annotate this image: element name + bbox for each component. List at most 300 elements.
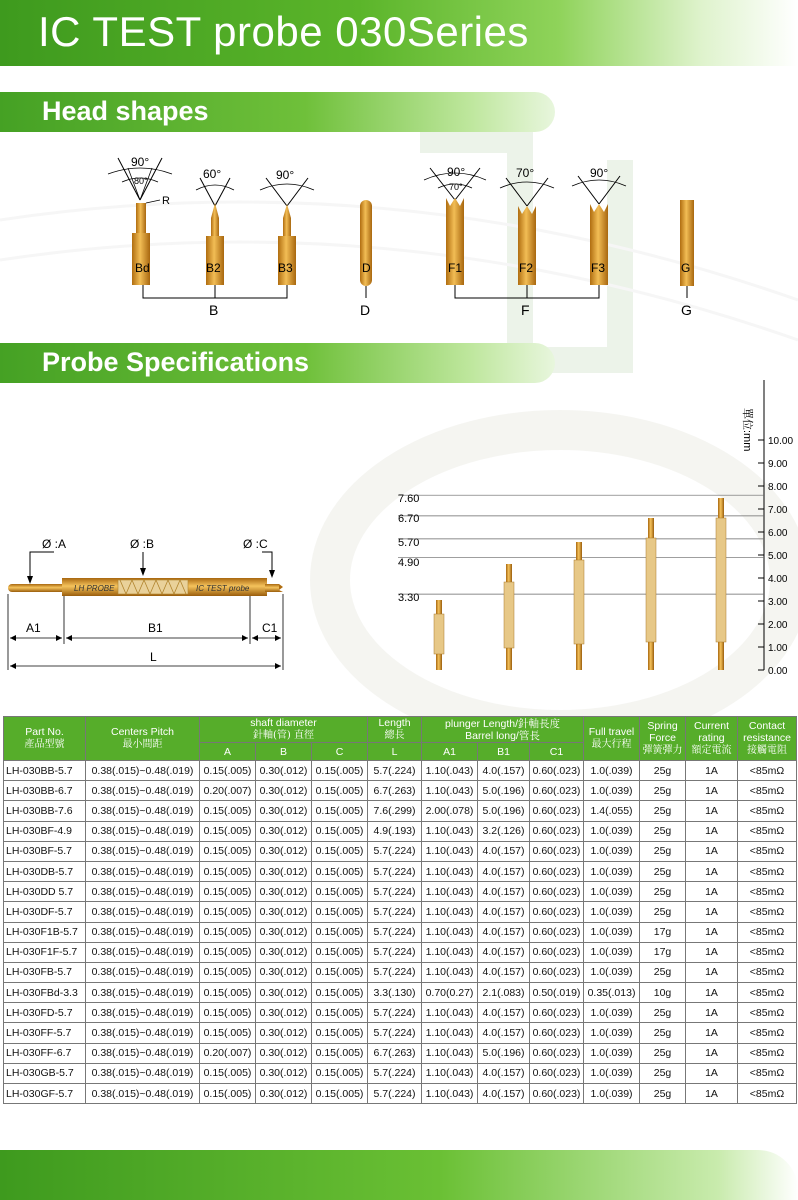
table-cell: 0.30(.012) [256, 922, 312, 942]
table-cell: 0.60(.023) [530, 882, 584, 902]
table-cell: 0.15(.005) [312, 761, 368, 781]
table-cell: 0.38(.015)~0.48(.019) [86, 1084, 200, 1104]
group-label-f: F [521, 302, 530, 318]
table-cell: 0.15(.005) [312, 1043, 368, 1063]
table-cell: 1A [686, 861, 738, 881]
table-row [4, 761, 797, 781]
table-cell: 0.30(.012) [256, 821, 312, 841]
table-cell: 0.15(.005) [312, 962, 368, 982]
table-cell: 0.70(0.27) [422, 983, 478, 1003]
len-a1-label: A1 [26, 621, 41, 635]
table-cell: 5.7(.224) [368, 1023, 422, 1043]
table-cell: 1.0(.039) [584, 922, 640, 942]
unit-label: 單位:mm [741, 408, 753, 452]
table-cell: 0.38(.015)~0.48(.019) [86, 902, 200, 922]
table-cell: 0.15(.005) [200, 1023, 256, 1043]
scale-tick-label: 4.00 [768, 574, 788, 585]
table-cell: 1.10(.043) [422, 781, 478, 801]
table-cell: 0.15(.005) [312, 882, 368, 902]
scale-tick-label: 3.00 [768, 597, 788, 608]
head-shapes-heading: Head shapes [42, 96, 209, 126]
probe-label: D [362, 261, 371, 275]
table-cell: <85mΩ [738, 962, 797, 982]
table-cell: <85mΩ [738, 801, 797, 821]
table-cell: <85mΩ [738, 761, 797, 781]
table-cell: 1.0(.039) [584, 1043, 640, 1063]
table-cell: 25g [640, 902, 686, 922]
angle-label: 90° [276, 168, 295, 182]
table-cell: 4.0(.157) [478, 1023, 530, 1043]
table-cell: <85mΩ [738, 983, 797, 1003]
table-cell: 0.30(.012) [256, 962, 312, 982]
table-cell: 1A [686, 1023, 738, 1043]
probe-b3 [260, 168, 314, 285]
length-label: 4.90 [398, 557, 420, 569]
table-cell: 6.7(.263) [368, 1043, 422, 1063]
table-cell: <85mΩ [738, 922, 797, 942]
table-cell: 0.60(.023) [530, 1043, 584, 1063]
table-cell: 1A [686, 1063, 738, 1083]
length-label: 6.70 [398, 513, 420, 525]
scale-probe [434, 600, 444, 670]
table-cell: 4.0(.157) [478, 841, 530, 861]
table-cell: 25g [640, 1023, 686, 1043]
table-cell: <85mΩ [738, 1023, 797, 1043]
table-cell: 1.0(.039) [584, 1023, 640, 1043]
table-cell: 1A [686, 983, 738, 1003]
table-cell: 5.0(.196) [478, 801, 530, 821]
table-row [4, 882, 797, 902]
table-cell: 0.30(.012) [256, 861, 312, 881]
part-number-cell: LH-030F1B-5.7 [4, 922, 86, 942]
table-cell: 0.15(.005) [200, 761, 256, 781]
len-b1-label: B1 [148, 621, 163, 635]
table-row [4, 922, 797, 942]
table-cell: 1A [686, 942, 738, 962]
table-row [4, 1063, 797, 1083]
col-length: Length 總長 [368, 717, 422, 743]
table-cell: 0.30(.012) [256, 983, 312, 1003]
table-cell: 1.10(.043) [422, 882, 478, 902]
table-cell: 1A [686, 781, 738, 801]
scale-tick-label: 6.00 [768, 528, 788, 539]
table-cell: 1A [686, 1003, 738, 1023]
table-cell: 2.00(.078) [422, 801, 478, 821]
table-cell: 0.60(.023) [530, 861, 584, 881]
table-cell: 0.15(.005) [312, 841, 368, 861]
table-cell: 4.0(.157) [478, 1003, 530, 1023]
dia-a-label: Ø :A [42, 537, 67, 551]
table-cell: 0.30(.012) [256, 761, 312, 781]
table-cell: 4.0(.157) [478, 902, 530, 922]
table-cell: 1.0(.039) [584, 902, 640, 922]
table-cell: 0.15(.005) [200, 882, 256, 902]
angle-label: 90° [131, 155, 150, 169]
col-current: Current rating 額定電流 [686, 717, 738, 761]
table-cell: 6.7(.263) [368, 781, 422, 801]
probe-label: B3 [278, 261, 293, 275]
table-cell: 5.7(.224) [368, 902, 422, 922]
table-cell: 1.10(.043) [422, 942, 478, 962]
table-row [4, 1084, 797, 1104]
table-row [4, 983, 797, 1003]
angle-label: 70° [449, 182, 463, 192]
length-label: 5.70 [398, 537, 420, 549]
table-cell: 0.38(.015)~0.48(.019) [86, 922, 200, 942]
table-cell: 0.15(.005) [200, 821, 256, 841]
table-cell: 4.0(.157) [478, 861, 530, 881]
table-cell: 0.15(.005) [200, 1063, 256, 1083]
table-cell: 1.0(.039) [584, 841, 640, 861]
table-cell: 5.7(.224) [368, 962, 422, 982]
probe-f2 [500, 166, 554, 285]
probe-label: B2 [206, 261, 221, 275]
sub-b1: B1 [478, 743, 530, 761]
scale-tick-label: 9.00 [768, 459, 788, 470]
table-cell: 0.15(.005) [312, 861, 368, 881]
table-cell: 0.15(.005) [312, 781, 368, 801]
part-number-cell: LH-030BB-6.7 [4, 781, 86, 801]
table-cell: 4.9(.193) [368, 821, 422, 841]
table-cell: 1A [686, 902, 738, 922]
table-cell: 0.38(.015)~0.48(.019) [86, 1023, 200, 1043]
table-row [4, 962, 797, 982]
scale-probe [716, 498, 726, 670]
table-cell: 1.0(.039) [584, 962, 640, 982]
col-spring: Spring Force 彈簧彈力 [640, 717, 686, 761]
table-row [4, 1023, 797, 1043]
table-cell: 0.15(.005) [200, 922, 256, 942]
table-cell: <85mΩ [738, 1084, 797, 1104]
table-cell: 0.15(.005) [200, 801, 256, 821]
table-cell: 25g [640, 1003, 686, 1023]
group-label-g: G [681, 302, 692, 318]
table-cell: 0.20(.007) [200, 1043, 256, 1063]
table-cell: 5.7(.224) [368, 882, 422, 902]
scale-probe [574, 542, 584, 670]
table-cell: 1.4(.055) [584, 801, 640, 821]
sub-b: B [256, 743, 312, 761]
dia-b-label: Ø :B [130, 537, 155, 551]
table-cell: 0.38(.015)~0.48(.019) [86, 841, 200, 861]
probe-d [360, 200, 372, 286]
table-row [4, 821, 797, 841]
table-cell: 0.60(.023) [530, 801, 584, 821]
table-cell: <85mΩ [738, 1043, 797, 1063]
table-cell: <85mΩ [738, 841, 797, 861]
table-cell: 5.7(.224) [368, 922, 422, 942]
angle-label: 90° [447, 165, 466, 179]
table-cell: 0.30(.012) [256, 1063, 312, 1083]
table-cell: 4.0(.157) [478, 942, 530, 962]
table-cell: 25g [640, 882, 686, 902]
table-cell: 7.6(.299) [368, 801, 422, 821]
len-c1-label: C1 [262, 621, 278, 635]
table-cell: <85mΩ [738, 781, 797, 801]
table-cell: <85mΩ [738, 902, 797, 922]
table-cell: 0.38(.015)~0.48(.019) [86, 882, 200, 902]
sub-c1: C1 [530, 743, 584, 761]
col-plunger: plunger Length/針軸長度 Barrel long/管長 [422, 717, 584, 743]
part-number-cell: LH-030FF-6.7 [4, 1043, 86, 1063]
table-cell: 4.0(.157) [478, 761, 530, 781]
table-cell: 25g [640, 1084, 686, 1104]
table-cell: 1A [686, 962, 738, 982]
table-cell: 1.10(.043) [422, 1063, 478, 1083]
table-cell: 0.30(.012) [256, 1084, 312, 1104]
table-cell: 1A [686, 922, 738, 942]
table-cell: 25g [640, 821, 686, 841]
table-cell: 5.7(.224) [368, 1003, 422, 1023]
table-cell: 0.60(.023) [530, 1023, 584, 1043]
table-cell: 5.0(.196) [478, 781, 530, 801]
table-cell: 5.0(.196) [478, 1043, 530, 1063]
col-pitch: Centers Pitch 最小間距 [86, 717, 200, 761]
table-row [4, 861, 797, 881]
table-cell: 1A [686, 821, 738, 841]
sub-l: L [368, 743, 422, 761]
table-cell: 1.0(.039) [584, 761, 640, 781]
table-cell: 0.60(.023) [530, 761, 584, 781]
table-cell: 0.30(.012) [256, 902, 312, 922]
table-cell: 1.10(.043) [422, 902, 478, 922]
table-cell: 0.38(.015)~0.48(.019) [86, 1043, 200, 1063]
table-cell: 0.30(.012) [256, 882, 312, 902]
table-cell: 1A [686, 761, 738, 781]
part-number-cell: LH-030BF-5.7 [4, 841, 86, 861]
angle-label: 60° [203, 167, 222, 181]
head-shapes-diagram [0, 148, 798, 348]
scale-tick-label: 10.00 [768, 436, 794, 447]
probe-bd [108, 155, 172, 285]
angle-label: 80° [134, 176, 148, 186]
table-cell: 0.38(.015)~0.48(.019) [86, 821, 200, 841]
angle-label: 90° [590, 166, 609, 180]
table-cell: 1.10(.043) [422, 1084, 478, 1104]
table-cell: 0.30(.012) [256, 1023, 312, 1043]
table-cell: 1.0(.039) [584, 1063, 640, 1083]
group-label-b: B [209, 302, 219, 318]
table-cell: 10g [640, 983, 686, 1003]
dia-c-label: Ø :C [243, 537, 268, 551]
table-cell: 1A [686, 841, 738, 861]
col-travel: Full travel 最大行程 [584, 717, 640, 761]
head-shapes-band [0, 92, 555, 132]
length-label: 3.30 [398, 592, 420, 604]
table-cell: 0.60(.023) [530, 781, 584, 801]
table-cell: 25g [640, 1063, 686, 1083]
table-cell: 0.30(.012) [256, 1043, 312, 1063]
table-cell: 25g [640, 801, 686, 821]
table-cell: 0.20(.007) [200, 781, 256, 801]
table-cell: 0.15(.005) [200, 1003, 256, 1023]
table-cell: 1.0(.039) [584, 781, 640, 801]
table-cell: <85mΩ [738, 1003, 797, 1023]
table-row [4, 1003, 797, 1023]
table-cell: 0.15(.005) [312, 902, 368, 922]
table-row [4, 902, 797, 922]
table-cell: 0.30(.012) [256, 1003, 312, 1023]
table-cell: 0.38(.015)~0.48(.019) [86, 1063, 200, 1083]
table-cell: 1.10(.043) [422, 841, 478, 861]
probe-g [680, 200, 694, 286]
table-cell: 0.38(.015)~0.48(.019) [86, 962, 200, 982]
table-cell: 0.38(.015)~0.48(.019) [86, 861, 200, 881]
col-shaft: shaft diameter 針軸(管) 直徑 [200, 717, 368, 743]
table-cell: 25g [640, 861, 686, 881]
table-cell: 1A [686, 801, 738, 821]
table-cell: 0.15(.005) [200, 942, 256, 962]
table-cell: 0.15(.005) [312, 922, 368, 942]
part-number-cell: LH-030GF-5.7 [4, 1084, 86, 1104]
table-cell: 0.60(.023) [530, 942, 584, 962]
table-cell: 25g [640, 761, 686, 781]
table-cell: 4.0(.157) [478, 1063, 530, 1083]
scale-tick-label: 8.00 [768, 482, 788, 493]
table-cell: 17g [640, 942, 686, 962]
scale-tick-label: 2.00 [768, 620, 788, 631]
col-part-no: Part No. 產品型號 [4, 717, 86, 761]
spec-table [3, 716, 797, 1104]
probe-label: F2 [519, 261, 534, 275]
barrel-text-left: LH PROBE [74, 584, 115, 593]
table-cell: 0.15(.005) [200, 1084, 256, 1104]
table-cell: 5.7(.224) [368, 1084, 422, 1104]
table-cell: 0.15(.005) [312, 1063, 368, 1083]
group-label-d: D [360, 302, 371, 318]
probe-f1 [424, 165, 486, 285]
length-scale-chart [378, 372, 798, 682]
scale-tick-label: 0.00 [768, 666, 788, 677]
table-cell: 0.15(.005) [312, 1084, 368, 1104]
table-cell: 4.0(.157) [478, 922, 530, 942]
table-cell: 1A [686, 1084, 738, 1104]
table-cell: 0.15(.005) [200, 983, 256, 1003]
table-cell: 1.0(.039) [584, 1084, 640, 1104]
table-cell: 5.7(.224) [368, 761, 422, 781]
footer-band [0, 1150, 798, 1200]
table-cell: 1.10(.043) [422, 1023, 478, 1043]
table-cell: 0.15(.005) [200, 902, 256, 922]
sub-a: A [200, 743, 256, 761]
scale-tick-label: 7.00 [768, 505, 788, 516]
table-cell: 0.15(.005) [200, 861, 256, 881]
sub-a1: A1 [422, 743, 478, 761]
table-cell: 1.10(.043) [422, 1043, 478, 1063]
table-cell: 0.30(.012) [256, 801, 312, 821]
table-cell: 0.60(.023) [530, 1003, 584, 1023]
col-contact: Contact resistance 接觸電阻 [738, 717, 797, 761]
table-cell: 1.0(.039) [584, 942, 640, 962]
table-cell: 1A [686, 882, 738, 902]
table-cell: <85mΩ [738, 861, 797, 881]
length-label: 7.60 [398, 493, 420, 505]
part-number-cell: LH-030FBd-3.3 [4, 983, 86, 1003]
table-cell: 0.30(.012) [256, 841, 312, 861]
table-cell: 0.15(.005) [312, 801, 368, 821]
table-cell: 0.60(.023) [530, 1063, 584, 1083]
table-cell: 0.38(.015)~0.48(.019) [86, 761, 200, 781]
table-cell: 0.15(.005) [312, 983, 368, 1003]
probe-label: G [681, 261, 691, 275]
table-cell: <85mΩ [738, 942, 797, 962]
table-cell: <85mΩ [738, 882, 797, 902]
table-cell: 0.38(.015)~0.48(.019) [86, 983, 200, 1003]
table-cell: 0.50(.019) [530, 983, 584, 1003]
table-cell: 0.38(.015)~0.48(.019) [86, 781, 200, 801]
table-cell: 0.30(.012) [256, 781, 312, 801]
table-cell: 5.7(.224) [368, 1063, 422, 1083]
scale-probe [504, 564, 514, 670]
part-number-cell: LH-030BB-5.7 [4, 761, 86, 781]
probe-label: F3 [591, 261, 606, 275]
table-row [4, 781, 797, 801]
part-number-cell: LH-030FF-5.7 [4, 1023, 86, 1043]
part-number-cell: LH-030DF-5.7 [4, 902, 86, 922]
table-cell: 17g [640, 922, 686, 942]
table-cell: 0.38(.015)~0.48(.019) [86, 1003, 200, 1023]
table-cell: 25g [640, 1043, 686, 1063]
title-banner [0, 0, 798, 66]
table-cell: 5.7(.224) [368, 841, 422, 861]
table-cell: 2.1(.083) [478, 983, 530, 1003]
table-cell: 1.0(.039) [584, 882, 640, 902]
probe-specs-heading: Probe Specifications [42, 347, 310, 377]
table-cell: 0.15(.005) [312, 1003, 368, 1023]
table-cell: 25g [640, 781, 686, 801]
part-number-cell: LH-030F1F-5.7 [4, 942, 86, 962]
table-cell: 1.10(.043) [422, 1003, 478, 1023]
table-cell: 1.10(.043) [422, 861, 478, 881]
table-cell: 25g [640, 962, 686, 982]
table-cell: 0.60(.023) [530, 1084, 584, 1104]
table-cell: 25g [640, 841, 686, 861]
part-number-cell: LH-030FB-5.7 [4, 962, 86, 982]
table-cell: 0.15(.005) [312, 1023, 368, 1043]
table-row [4, 841, 797, 861]
probe-label: Bd [135, 261, 150, 275]
part-number-cell: LH-030GB-5.7 [4, 1063, 86, 1083]
table-cell: 1.10(.043) [422, 962, 478, 982]
probe-label: F1 [448, 261, 463, 275]
table-cell: 0.60(.023) [530, 841, 584, 861]
part-number-cell: LH-030FD-5.7 [4, 1003, 86, 1023]
table-cell: 0.15(.005) [200, 962, 256, 982]
table-cell: 1.10(.043) [422, 821, 478, 841]
table-row [4, 801, 797, 821]
table-cell: 1A [686, 1043, 738, 1063]
table-row [4, 942, 797, 962]
table-cell: 1.10(.043) [422, 922, 478, 942]
part-number-cell: LH-030BB-7.6 [4, 801, 86, 821]
table-cell: 4.0(.157) [478, 962, 530, 982]
probe-dimension-diagram [0, 532, 300, 672]
part-number-cell: LH-030BF-4.9 [4, 821, 86, 841]
table-cell: 1.10(.043) [422, 761, 478, 781]
part-number-cell: LH-030DB-5.7 [4, 861, 86, 881]
table-cell: 0.15(.005) [312, 942, 368, 962]
table-cell: 4.0(.157) [478, 882, 530, 902]
page-title: IC TEST probe 030Series [38, 8, 529, 55]
table-cell: 3.3(.130) [368, 983, 422, 1003]
table-cell: 0.60(.023) [530, 962, 584, 982]
table-cell: 0.35(.013) [584, 983, 640, 1003]
table-cell: 5.7(.224) [368, 861, 422, 881]
scale-tick-label: 5.00 [768, 551, 788, 562]
angle-label: 70° [516, 166, 535, 180]
sub-c: C [312, 743, 368, 761]
table-cell: 0.60(.023) [530, 922, 584, 942]
